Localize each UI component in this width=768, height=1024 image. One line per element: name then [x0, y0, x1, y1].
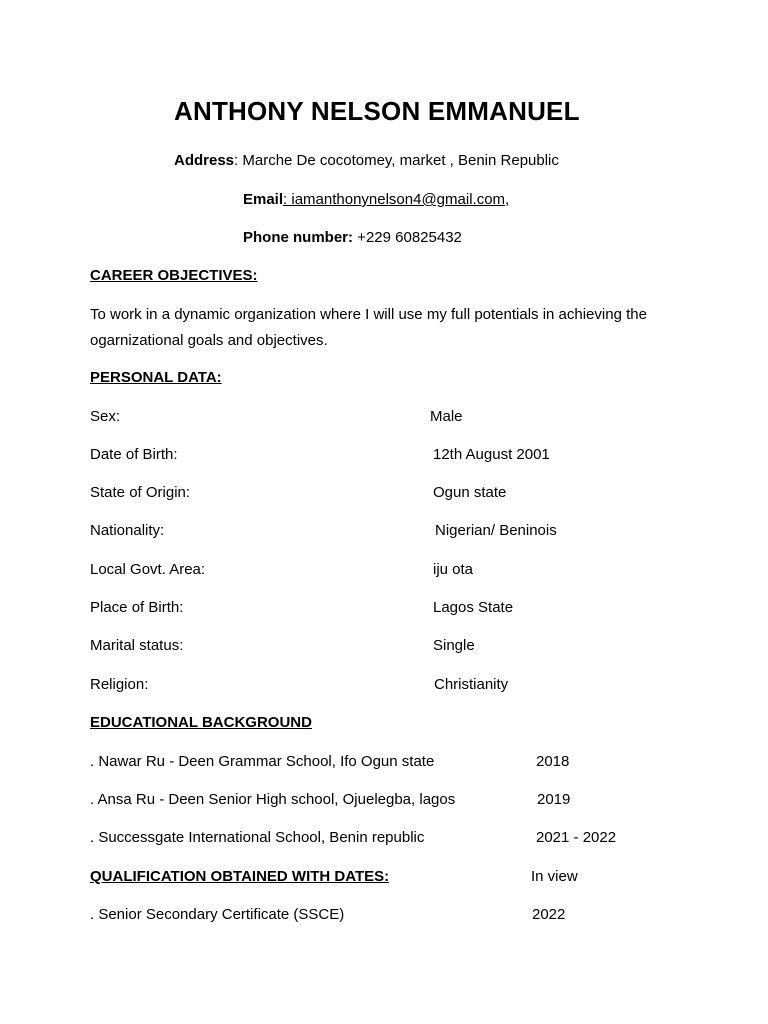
cv-name-title: ANTHONY NELSON EMMANUEL: [174, 96, 580, 126]
career-objectives-heading: CAREER OBJECTIVES:: [90, 267, 258, 284]
personal-value-dob: 12th August 2001: [433, 446, 550, 463]
personal-label-marital: Marital status:: [90, 637, 184, 654]
personal-value-religion: Christianity: [434, 676, 509, 693]
education-school-1: . Nawar Ru - Deen Grammar School, Ifo Ogun state: [90, 753, 435, 770]
phone-label: Phone number:: [243, 229, 354, 246]
personal-label-nationality: Nationality:: [90, 522, 165, 539]
address-label: Address: [174, 152, 235, 169]
qualification-name-1: . Senior Secondary Certificate (SSCE): [90, 906, 345, 923]
address-value: : Marche De cocotomey, market , Benin Republic: [234, 152, 559, 169]
personal-value-lga: iju ota: [433, 561, 474, 578]
education-school-2: . Ansa Ru - Deen Senior High school, Ojuelegba, lagos: [90, 791, 456, 808]
personal-label-pob: Place of Birth:: [90, 599, 184, 616]
personal-value-marital: Single: [433, 637, 475, 654]
education-year-2: 2019: [537, 791, 571, 808]
career-objectives-text: To work in a dynamic organization where I will use my full potentials in achieving the ogarnizational goals and objectives.: [90, 306, 647, 349]
education-year-3: 2021 - 2022: [536, 829, 617, 846]
email-link[interactable]: : iamanthonynelson4@gmail.com,: [283, 191, 510, 208]
education-heading: EDUCATIONAL BACKGROUND: [90, 714, 312, 731]
qualification-year-1: 2022: [532, 906, 566, 923]
personal-label-sex: Sex:: [90, 408, 121, 425]
email-label: Email: [243, 191, 284, 208]
personal-value-state: Ogun state: [433, 484, 507, 501]
phone-value: +229 60825432: [353, 229, 462, 246]
personal-label-lga: Local Govt. Area:: [90, 561, 206, 578]
personal-value-pob: Lagos State: [433, 599, 514, 616]
personal-label-state: State of Origin:: [90, 484, 191, 501]
qualification-status: In view: [531, 868, 578, 885]
personal-label-dob: Date of Birth:: [90, 446, 178, 463]
personal-value-nationality: Nigerian/ Beninois: [435, 522, 557, 539]
personal-value-sex: Male: [430, 408, 463, 425]
email-line: [243, 191, 509, 208]
education-year-1: 2018: [536, 753, 570, 770]
qualification-heading: QUALIFICATION OBTAINED WITH DATES:: [90, 868, 390, 885]
personal-data-heading: PERSONAL DATA:: [90, 369, 222, 386]
personal-label-religion: Religion:: [90, 676, 149, 693]
address-line: [174, 152, 559, 169]
education-school-3: . Successgate International School, Benin republic: [90, 829, 425, 846]
phone-line: [243, 229, 462, 246]
